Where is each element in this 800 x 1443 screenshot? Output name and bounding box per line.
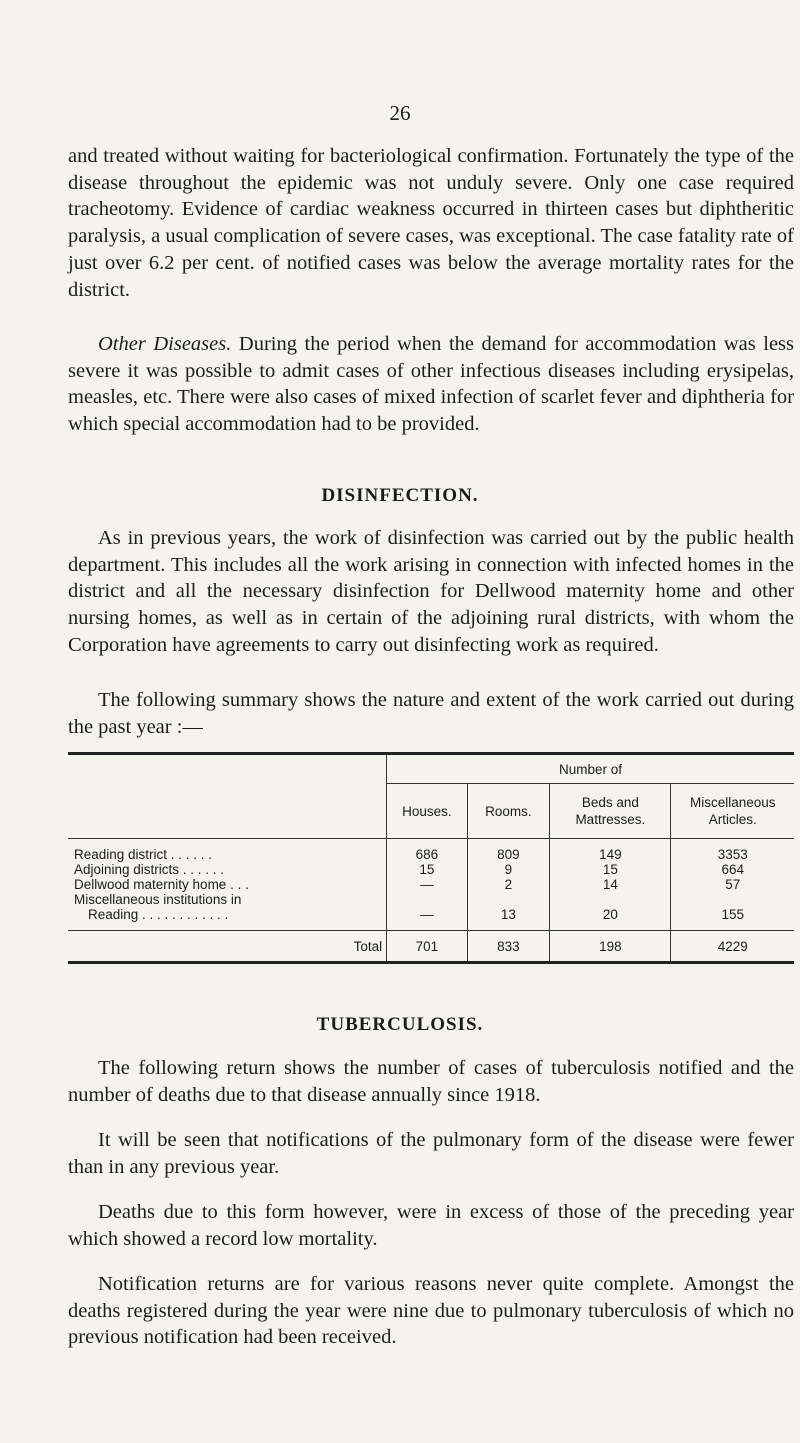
cell-houses: —: [387, 907, 468, 922]
cell-rooms: [467, 892, 550, 907]
paragraph-deaths: [68, 1199, 794, 1252]
table-row: [68, 907, 794, 922]
cell-beds: 15: [550, 862, 671, 877]
cell-houses: [387, 892, 468, 907]
cell-houses: 15: [387, 862, 468, 877]
cell-rooms: 9: [467, 862, 550, 877]
deaths-text: Deaths due to this form however, were in excess of those of the preceding year which showed a record low mortality.: [68, 1201, 794, 1250]
row-label: Reading . . . . . . . . . . . .: [88, 907, 229, 922]
total-misc: 4229: [671, 931, 794, 963]
paragraph-diphtheria-continued: and treated without waiting for bacteriological confirmation. Fortunately the type of the disease throughout the epidemic was not unduly severe. Only one case required tracheotomy. Evidence of cardiac weakness occurred in thirteen cases but diphtheritic paralysis, a usual complication of severe cases, was exceptional. The case fatality rate of just over 6.2 per cent. of notified cases was below the average mortality rates for the district.: [68, 145, 794, 301]
column-header-houses: Houses.: [387, 784, 468, 839]
cell-misc: 3353: [671, 847, 794, 862]
table-row: [68, 847, 794, 862]
table-row: [68, 862, 794, 877]
tuberculosis-return-text: The following return shows the number of cases of tuberculosis notified and the number of deaths due to that disease annually since 1918.: [68, 1057, 794, 1106]
cell-misc: 155: [671, 907, 794, 922]
page-number: 26: [389, 101, 411, 125]
paragraph-disinfection: [68, 525, 794, 659]
row-label: Adjoining districts . . . . . .: [74, 862, 225, 877]
cell-beds: 149: [550, 847, 671, 862]
column-header-beds: Beds and Mattresses.: [550, 784, 671, 839]
row-label: Miscellaneous institutions in: [74, 892, 242, 907]
table-row: [68, 877, 794, 892]
paragraph-notification-returns: [68, 1271, 794, 1351]
total-beds: 198: [550, 931, 671, 963]
heading-tuberculosis: TUBERCULOSIS.: [316, 1014, 484, 1035]
cell-houses: —: [387, 877, 468, 892]
paragraph-other-diseases: [68, 331, 794, 438]
cell-rooms: 809: [467, 847, 550, 862]
cell-misc: 664: [671, 862, 794, 877]
row-label: Dellwood maternity home . . .: [74, 877, 249, 892]
table-row: [68, 892, 794, 907]
notifications-text: It will be seen that notifications of the pulmonary form of the disease were fewer than in any previous year.: [68, 1129, 794, 1178]
cell-rooms: 13: [467, 907, 550, 922]
cell-houses: 686: [387, 847, 468, 862]
paragraph-summary-intro: [68, 687, 794, 740]
column-header-rooms: Rooms.: [467, 784, 550, 839]
cell-misc: [671, 892, 794, 907]
disinfection-summary-table: [68, 752, 794, 964]
cell-beds: 20: [550, 907, 671, 922]
other-diseases-text: During the period when the demand for accommodation was less severe it was possible to admit cases of other infectious diseases including erysipelas, measles, etc. There were also cases of mixed infection of scarlet fever and diphtheria for which special accommodation had to be provided.: [68, 333, 795, 436]
disinfection-text: As in previous years, the work of disinfection was carried out by the public health department. This includes all the work arising in connection with infected homes in the district and all the necessary disinfection for Dellwood maternity home and other nursing homes, as well as in certain of the adjoining rural districts, with whom the Corporation have agreements to carry out disinfecting work as required.: [68, 527, 794, 656]
other-diseases-lead: Other Diseases.: [98, 333, 232, 355]
table-group-header: Number of: [387, 754, 794, 784]
cell-beds: 14: [550, 877, 671, 892]
total-label: Total: [353, 938, 383, 954]
row-label: Reading district . . . . . .: [74, 847, 213, 862]
heading-disinfection: DISINFECTION.: [321, 485, 479, 506]
total-houses: 701: [387, 931, 468, 963]
summary-intro-text: The following summary shows the nature and extent of the work carried out during the past year :—: [68, 689, 794, 738]
column-header-misc: Miscellaneous Articles.: [671, 784, 794, 839]
cell-misc: 57: [671, 877, 794, 892]
total-rooms: 833: [467, 931, 550, 963]
notification-returns-text: Notification returns are for various reasons never quite complete. Amongst the deaths registered during the year were nine due to pulmonary tuberculosis of which no previous notification had been received.: [68, 1273, 794, 1349]
cell-beds: [550, 892, 671, 907]
table-corner-cell: [68, 754, 387, 839]
cell-rooms: 2: [467, 877, 550, 892]
paragraph-tuberculosis-return: [68, 1055, 794, 1108]
paragraph-notifications: [68, 1127, 794, 1180]
table-total-row: [68, 931, 794, 963]
